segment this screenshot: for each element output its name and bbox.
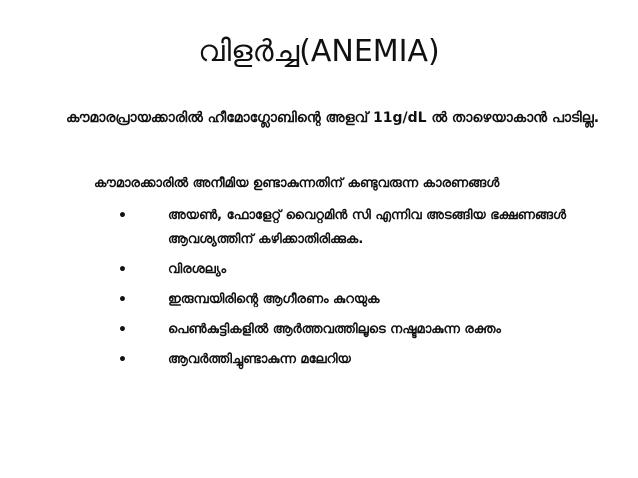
- bullet-icon: •: [118, 352, 127, 368]
- causes-heading: കൗമാരക്കാരിൽ അനീമിയ ഉണ്ടാകുന്നതിന് കണ്ടുവരുന്ന കാരണങ്ങൾ: [94, 176, 500, 191]
- list-item-text: വിരശല്യം: [168, 262, 227, 277]
- slide-title: വിളർച്ച(ANEMIA): [198, 34, 440, 69]
- list-item: [118, 288, 618, 312]
- list-item: [118, 318, 618, 342]
- list-item: [118, 204, 618, 252]
- list-item: [118, 258, 618, 282]
- clipped-text-fragment: [168, 364, 338, 370]
- list-item-text: പെൺകുട്ടികളിൽ ആർത്തവത്തിലൂടെ നഷ്ടമാകുന്ന രക്തം: [168, 322, 501, 337]
- intro-text: കൗമാരപ്രായക്കാരിൽ ഹീമോഗ്ലോബിന്റെ അളവ് 11g/dL ൽ താഴെയാകാൻ പാടില്ല.: [66, 110, 600, 126]
- bullet-icon: •: [118, 208, 127, 224]
- bullet-icon: •: [118, 292, 127, 308]
- causes-list: [118, 204, 618, 378]
- list-item-text: അയൺ, ഫോളേറ്റ് വൈറ്റമിൻ സി എന്നിവ അടങ്ങിയ ഭക്ഷണങ്ങൾ ആവശ്യത്തിന് കഴിക്കാതിരിക്കുക.: [168, 208, 567, 247]
- list-item-text: ആവർത്തിച്ചുണ്ടാകുന്ന മലേറിയ: [168, 352, 351, 367]
- bullet-icon: •: [118, 262, 127, 278]
- bullet-icon: •: [118, 322, 127, 338]
- list-item-text: ഇരുമ്പയിരിന്റെ ആഗീരണം കുറയുക: [168, 292, 380, 307]
